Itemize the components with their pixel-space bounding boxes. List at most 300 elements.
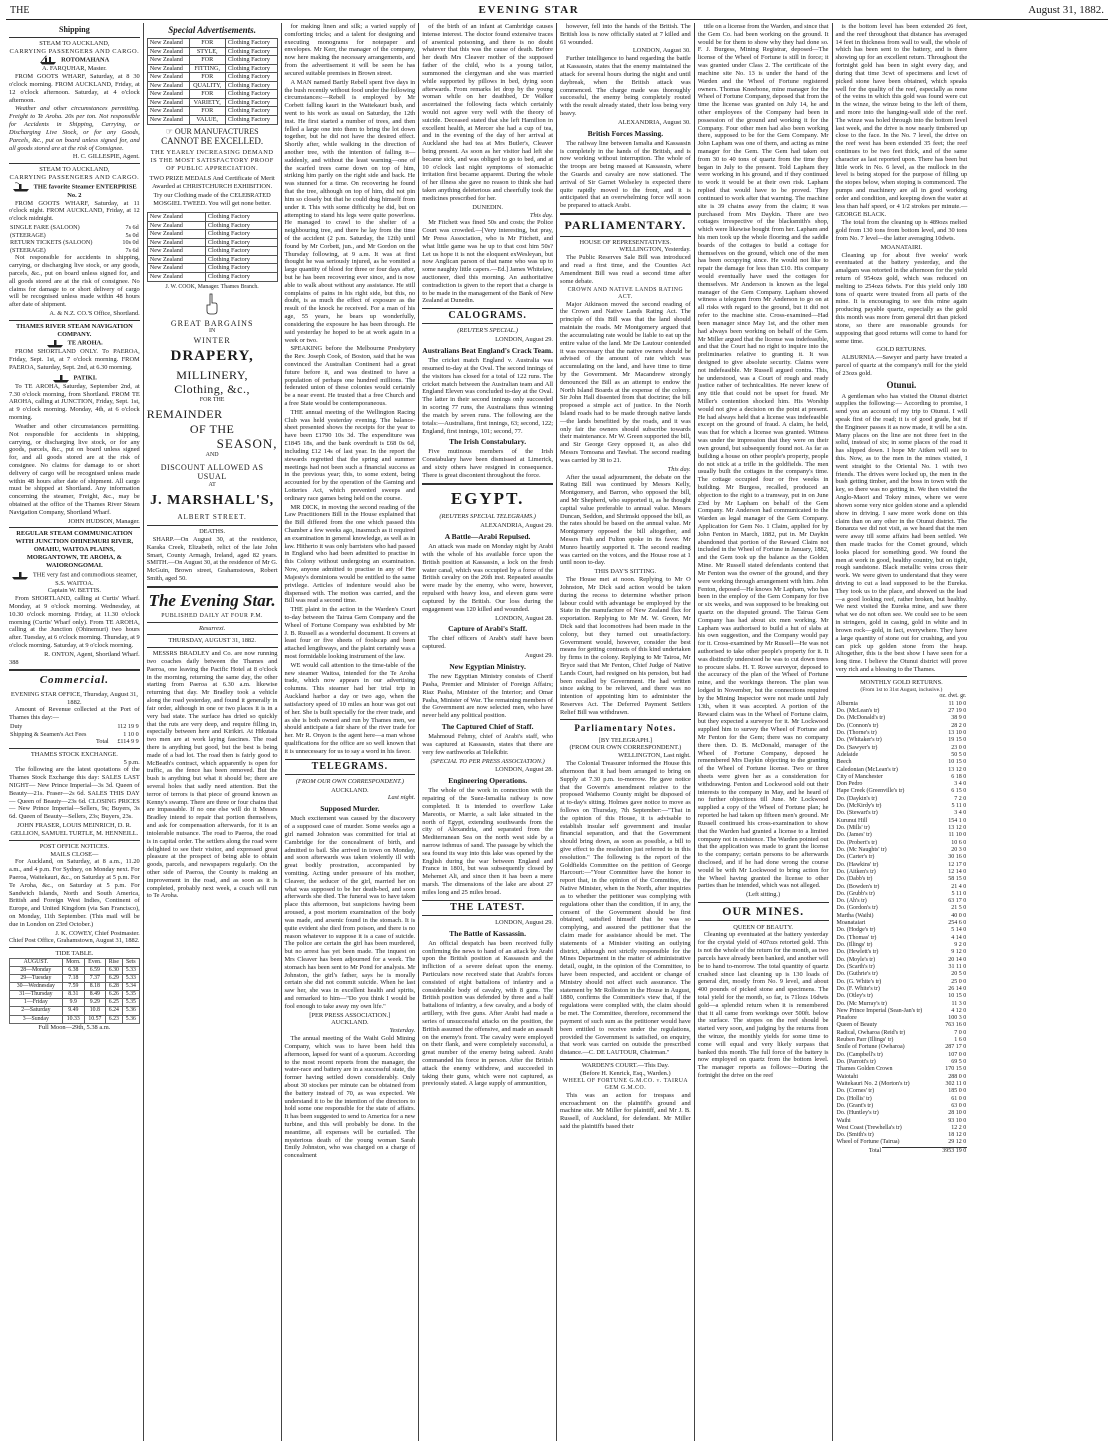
factory-row: New Zealand Clothing Factory: [147, 238, 277, 247]
gold-return-row: [836, 745, 968, 752]
thames-river-notice: Weather and other circumstances permitting. Not responsible for accidents in shipping, carrying, or discharging live stock, or for any goods, parcels, &c., put on board unless signed for, and all goods stored are at the risk of consignee. No claims for damage to or short delivery of cargo will be recognised unless made within 48 hours after date of shipment. All cargo must be shipped at Shortland. Any information concerning the steamer, Freight, &c., may be obtained at the office of the Thames River Steam Navigation Company, Shortland Wharf.: [9, 422, 140, 516]
gold-amount: 3 4 0: [954, 810, 967, 817]
factory-row: New Zealand STYLE, Clothing Factory: [147, 47, 277, 56]
revenue-row: Duty 112 19 9: [10, 723, 139, 731]
gold-amount: 254 6 0: [948, 920, 967, 927]
article-text: title on a license from the Warden, and since that the Gem Co. had been working on the ground. It would be for them to show why they had done so. F. J. Burgess, Mining Registrar, deposed—The license of the Wheel of Fortune is still in force; it was granted under Class 2. The certificate of the machine site No. 13 is under the hand of the Warden and the Wheel of Fortune registered owners. Thomas Kneebone, mine manager for the Wheel of Fortune Company, deposed that from the time the license was granted on July 14, he and other employees of the Company had been in possession of the ground and working it for the Company. Four other men had also been working there, supposed to be for the Gem Company. Mr John Lapham was one of them, and acting as mine manager for the Gem. The Gem had taken out from 30 to 40 tons of quartz from the time they began in July to the present. Told Lapham they were working in his ground, and if they continued to work it would be at their own risk. Lapham replied that would have to be proved. They continued to work after that warning. The machine site is 39 chains away from the claim; it was purchased from Mrs Daykin. There are two cottages irrespective of the blacksmith's shop, which were likewise bought from her. Lapham and his men took up the whole flooring and the saddle boards of the cottages to build a cottage for themselves on the ground, which one of the men has been occupying since. He would not like to repair the damage for less than £10. His company would eventually have used the cottages for themselves. Mr Anderson is known as the legal manager of the Gem Company. Lapham showed witness a telegram from Mr Anderson to go on at all risks with regard to the ground, but it did not refer to the machine site. Cross-examined—Had been manager since May 1st, and the other men had always been working on behalf of the Gem. Mr Miller argued that the license was indefeasible, and that the Court had no right to inquire into the preliminaries relative to granting it. It was designed to give absolute security. Claims were not indefeasible. Mr Russell argued contra. This, he understood, was a Court of rough and ready justice rather of technicalities. He never knew of any title that could not be upset for fraud. Mr Miller's contention shocked him. His Worship would not give a decision on the point at present. He had always held that a license was indefeasible except on the ground of fraud. A claim, he held, was that for which a license was granted. Witness was under the impression that they were on their own ground, but subsequently found not. As far as building a house on other people's property, people do not stick at a trifle in the goldfields. The men usually built the cottages in the company's time. The cottage occupied four or five weeks in building. Mr Burgess, recalled, produced an objection to the right to a tramway, put in on June 23rd by Mr Lapham on behalf of the Gem Company. Mr Anderson had communicated to the Warden as legal manager of the Gem Company. Application for Gem No. 1 Claim, applied for by John Fenton in March, 1882, put in. Mr Daykin abandoned that portion of the Reward Claim not included in the Wheel of Fortune in January, 1882, and the Gem took up the balance as the Golden Mine. Mr Russell stated defendants contend that Mr Fenton was the owner of the ground, and they were working through arrangement with him. John Fenton, deposed—He knows Mr Lapham, who has been in the employ of the Gem Company for five or six weeks, and was supposed to be breaking out quartz on the disputed ground. The Tairua Gem Company has had about six men working. Mr Lapham was authorised to build a hut of slabs at his own suggestion, and the Company would pay for it. Cross-examined by Mr Russell—He was not authorised to take other people's property for it. It was distinctly understood he was to cut down trees to procure slabs. H. T. Rowe surveyor, deposed to the accuracy of the plan of the Wheel of Fortune mine, and the workings thereon. The plan was lodged in November, but the connections required by the Mining Inspector were not made until July 13th, when it was accepted. A portion of the Reward claim was in the Wheel of Fortune claim, but they expected a surveyor for it. Mr Lockwood supplied him to survey the Wheel of Fortune and Mr Fenton for the Gem; there was no company there then. D. B. McDonald, manager of the Wheel of Fortune Company, deposed he remembered Mrs Daykin objecting to the granting of the Wheel of Fortune license. Two or three sheets were given her as a consideration for withdrawing. Fenton and Lockwood sold out their interests to the company in May, and he heard of no further objections till June. Mr Lockwood supplied a copy of the Wheel of Fortune plan; he reported he had taken up fifteen men's ground. Mr Russell continued his cross-examination to show that the Warden had granted a license to a limited company not in existence. The Warden pointed out that the application was made to grant the license to the company; certain persons to be afterwards disclosed, and if he had done wrong the course would be with Mr Lockwood to bring action for the Wheel having granted the license to other parties than he intended, which was not alleged.: [697, 23, 829, 890]
paper-title: The Evening Star.: [148, 590, 276, 610]
column-4: [419, 23, 557, 1441]
gold-return-row: [836, 1001, 968, 1008]
egypt-place: ALEXANDRIA, August 29.: [480, 522, 553, 530]
paper-date: THURSDAY, AUGUST 31, 1882.: [168, 637, 256, 645]
fare-row: (STEERAGE) 7s 6d: [10, 246, 139, 254]
gold-amount: 21 4 0: [951, 883, 967, 890]
steamship-icon: [12, 182, 30, 192]
mine-name: Do. (Cornes' tr): [836, 1088, 875, 1095]
factory-row: New Zealand Clothing Factory: [147, 264, 277, 273]
warden-text: This was an action for trespass and encroachment on the plaintiff's ground and machine site. Mr Miller for plaintiff, and Mr J. B. Russell, of Auckland, for defendant. Mr Miller said the plaintiffs based their: [560, 1091, 691, 1130]
mine-name: Thames Golden Crown: [836, 1066, 893, 1073]
gold-amount: 4 12 0: [951, 1007, 967, 1014]
notes-heading: Parliamentary Notes.: [574, 722, 677, 733]
editorial-text: MESSRS BRADLEY and Co. are now running two coaches daily between the Thames and Paeroa, one leaving the Pacific Hotel at 8 o'clock in the morning, returning the same day, the other starting from Paeroa at 6.30 a.m. likewise returning that day. Mr Bradley took a vehicle along the road yesterday, and found it generally in fair order, although in one or two places it is in a very bad state. The surface has dried so quickly that the ruts are very deep, and require filling in, especially between here and Kirikiri. At Hikutaia two men are at work laying fascines. The road there is anything but good, but the best is being made of a bad lot. The road then is fairly good to McBeath's contract, which apparently is open for traffic, as the fence has been removed. But the bush is anything but what it should be; there are several holes that sadly need attention. But the terror of terrors is that piece of ground known as Kenny's swamp. There are three or four chains that are impassable. If no one else will do it Messrs Bradley intend to repair that portion themselves, and ask for compensation afterwards, for it is an intolerable nuisance. The road to Paeroa, the road is in capital order. The settlers along the road were delighted to see their visitor, and expressed great pleasure at the prospect of being able to obtain goods, parcels, and newspapers regularly. On the other side of Paeroa, the County is making an improvement in the road, and as soon as it is completed, probably next week, a coach will run to Te Aroha.: [146, 650, 278, 900]
thames-river-heading: THAMES RIVER STEAM NAVIGATION COMPANY.: [15, 322, 133, 338]
moanataiari-heading: MOANATAIRI.: [880, 243, 923, 251]
telegram-text: Much excitement was caused by the discovery of a supposed case of murder. Some weeks ago a girl named Johnston was committed for trial at Cambridge for the concealment of birth, and admitted to bail. She arrived in town on Monday, and soon afterwards was taken violently ill with great bodily prostration, accompanied by vomiting. Acting under pressure of his mother, Cleaver, the seducer of the girl, married her on what was supposed to be her death-bed, and soon afterwards she died. The funeral was to have taken place this afternoon, but suspicions having been aroused, a post mortem examination of the body was made, and arsenic found in the stomach. It is quite evident she died from poison, and there is no reason whatever to suppose it is a case of suicide. The police are certain the girl has been murdered, but no arrest has yet been made. The inquest on Mrs Cleaver has been adjourned for a week. The stomach has been sent to Mr Pond for analysis. Mr Johnston, the girl's father, says he is morally certain she did not commit suicide. When he last saw her, she was in excellent health and spirits, and remarked to him—"Do you think I would be fool enough to take away my own life.": [284, 815, 416, 1010]
steamer-2-sub: CARRYING PASSENGERS AND CARGO.: [9, 173, 140, 181]
gold-amount: 11 10 0: [948, 700, 967, 707]
mine-name: Do. (Guthrie's tr): [836, 971, 878, 978]
gold-amount: 58 15 0: [948, 876, 967, 883]
gold-amount: 93 10 0: [948, 1117, 967, 1124]
gold-return-row: [836, 957, 968, 964]
egypt-sub-heading: Engineering Operations.: [448, 776, 527, 786]
gold-header-row: oz. dwt. gr.: [939, 693, 967, 700]
divider: [560, 1059, 691, 1060]
divider: [9, 163, 140, 164]
steamer-1-master: A. FARQUHAR, Master.: [42, 65, 107, 73]
egypt-sub-heading: Capture of Arabi's Staff.: [448, 624, 528, 634]
article-text: however, fell into the hands of the British. The British loss is now officially stated at 7 killed and 61 wounded.: [560, 23, 691, 46]
telegrams-place: AUCKLAND.: [331, 786, 369, 794]
mine-name: Do. (McKirdy's tr): [836, 803, 882, 810]
latest-text: An official despatch has been received fully confirming the news to hand of an attack by Arabi upon the British position at Kassassin and the infliction of a severe defeat upon the enemy. Particulars now received state that Arabi's forces consisted of eight battalions of infantry and a considerable body of cavalry, with 8 guns. The British position was defended by three and a half battalions of infantry, a few cavalry, and a body of artillery, with five guns. After Arabi had made a series of unsuccessful attacks on the position, the British assumed the offensive, and made an assault on the enemy's front. The cavalry were employed on their flank, and were completely successful, a great number of the enemy being sabred. Arabi commanded his force in person. After the British attack the enemy withdrew, and succeeded in taking their guns, which were not captured, as previously stated. A large supply of ammunition,: [422, 939, 553, 1088]
otunui-text: A gentleman who has visited the Otunui district supplies the following:— According to promise, I send you an account of my trip to Otunui. I will speak first of the road; it is of good grade, but if the Engineer passes it as now made, it will be a sin. Many places on the line are not three feet in the solid, instead of six; in some places of the road it has slipped down. I hope Mr Aitken will see to this. Now, as to the men in the mines visited, I went straight to the Oriental No. 1 with two friends. The drives were locked up, the men in the bush getting timber, and the boss in town with the key, so there was no getting in. We then visited the Anglo-Maori and Tokey mines, where we were shown some very nice golden stone and a splendid show in driving. I saw more work done on this claim than on any other in the Otunui district. The Bonanza we did not visit, as we heard that the men were away till some affairs had been settled. We then made tracks for the Comet ground, which looks placed for something good. We found the men at work in good, healthy country, but on tight, rough sandstone. Black metallic veins cross their work. We were given to understand that they were driving to cut a lead supposed to be the Eureka. They took us to the place, and showed us the lead—a good looking reef, rather broken, but healthy. We next visited the Eureka mine, and saw there what we do not often see. We could see to be seen in stringers, gold in casing, gold in white and in brown rock—gold, in fact, everywhere. They have a large quantity of stone out for crushing, and you can pick up golden stone from the heap. Altogether, this is the best show I have seen for a long time. I believe the Otunui district will prove very rich and a blessing to the Thames.: [835, 392, 968, 673]
mine-name: Adelaide: [836, 751, 859, 758]
mine-name: Do. (Scarth's tr): [836, 963, 875, 970]
commercial-text: Amount of Revenue collected at the Port of Thames this day:—: [9, 706, 140, 722]
gold-heading: GOLD RETURNS.: [876, 346, 927, 354]
tide-row: 31—Thursday 8.31 8.49 6.26 5.35: [10, 991, 140, 999]
sitting-text: The House met at noon. Replying to Mr O Johnston, Mr Dick said action would be taken during the recess to determine whether prison labour could with advantage be employed by the State in the manufacture of New Zealand flax for exportation. Replying to Mr M. W. Green, Mr Dick said that locomotives had been made in the colony, but they turned out unsatisfactory. Government would, however, consider the best means for getting contracts of this kind undertaken by firms in the colony. Replying to Mr Tairoa, Mr Bryce said that Mr Fenton, Chief Judge of Native Lands Court, had resigned on his pension, but had been recalled by Government. He had written since asking to be relieved, and there was no intention of appointing him to administer the Reserves Act. The Deferred Payment Settlers Relief Bill was withdrawn.: [560, 576, 691, 716]
gold-amount: 21 5 0: [951, 905, 967, 912]
tide-row: 30—Wednesday 7.59 8.18 6.28 5.34: [10, 983, 140, 991]
steamship-icon: [46, 338, 64, 348]
column-7: [833, 23, 971, 1441]
waitoa-captain: Captain W. BETTIS.: [47, 587, 101, 595]
egypt-place: LONDON, August 28.: [495, 614, 553, 622]
monthly-sub: (From 1st to 31st August, inclusive.): [860, 686, 943, 693]
mine-name: Do. (Ah's tr): [836, 898, 867, 905]
mine-name: Kurunui Hill: [836, 817, 868, 824]
gold-return-row: [836, 913, 968, 920]
factory-row: New Zealand QUALITY, Clothing Factory: [147, 81, 277, 90]
tide-row: 1—Friday 9.9 9.29 6.25 5.35: [10, 999, 140, 1007]
gold-return-row: [836, 1074, 968, 1081]
mine-name: City of Manchester: [836, 773, 883, 780]
mine-name: Do. (McLean's tr): [836, 708, 880, 715]
telegram-text: The annual meeting of the Waihi Gold Mining Company, which was to have been held this afternoon, lapsed for want of a quorum. According to the most recent reports from the manager, the water-race and battery are in a successful state, the former having settled down considerably. Only about 30 stockes per minute can be obtained from the battery instead of 70, as was expected. We understand it to be the intention of the directors to hold some one responsible for the state of affairs. It has been suggested to send to America for a new turbine, and this will probably be done. In the meantime, all expenses will be curtailed. The mysterious death of the young woman Sarah Emily Johnston, who was charged on a charge of concealment: [284, 1035, 416, 1160]
gold-amount: 18 12 0: [948, 1132, 967, 1139]
latest-sub-heading: The Battle of Kassassin.: [449, 928, 526, 938]
gold-total-row: Total 3953 19 0: [868, 1147, 967, 1154]
gold-amount: 13 12 0: [948, 825, 967, 832]
mine-name: Caledonian (McLean's tr): [836, 766, 898, 773]
gold-amount: 12 17 0: [948, 861, 967, 868]
tide-table: [9, 958, 140, 1024]
waitoa-schedule: From SHORTLAND, calling at Curtis' Wharf. Monday, at 9 o'clock morning. Wednesday, at 10.30 o'clock morning. Friday, at 11.30 o'clock morning (Curtis' Wharf only). From TE AROHA, calling at the Junction (Ohinemuri) two hours after. Tuesday, at 6 o'clock morning. Thursday, at 9 o'clock morning. Saturday, at 9 o'clock morning.: [9, 595, 140, 649]
gold-amount: 11 3 0: [951, 1000, 967, 1007]
marshall-ad: GREAT BARGAINS IN WINTER DRAPERY, MILLINERY, Clothing, &c., FOR THE REMAINDER OF THE SEASON, AND DISCOUNT ALLOWED AS USUAL AT J. MARSHALL'S, ALBERT STREET.: [146, 318, 278, 521]
gold-return-row: [836, 788, 968, 795]
gold-return-row: [836, 715, 968, 722]
divider: [560, 213, 691, 215]
gold-return-row: [836, 949, 968, 956]
telegrams-place: AUCKLAND.: [331, 1019, 369, 1027]
gold-amount: 19 15 0: [948, 737, 967, 744]
gold-amount: 26 14 0: [948, 985, 967, 992]
divider: [147, 647, 278, 648]
tide-row: 29—Tuesday 7.18 7.37 6.29 5.33: [10, 975, 140, 983]
medals-line: TWO PRIZE MEDALS And Certificate of Merit Awarded at CHRISTCHURCH EXHIBITION.: [149, 174, 275, 190]
exchange-time: 5 p.m.: [123, 758, 140, 766]
waitoa-ship: THE very fast and commodious steamer, S.S. WAITOA.: [9, 570, 140, 588]
egypt-sub-heading: The Captured Chief of Staff.: [441, 721, 534, 731]
factory-row: New Zealand VALUE, Clothing Factory: [147, 116, 277, 125]
column-3: [282, 23, 420, 1441]
tide-header-row: AUGUST. Morn. Even. Rise Sets: [10, 959, 140, 967]
queen-text: Cleaning up eventuated at the battery yesterday for the crystal yield of 407ozs retorted gold. This is not the whole of the return for the month, as two parcels have already been banked, and another will be to hand to-morrow. The total quantity of quartz crushed since last cleaning up is 130 loads of general dirt, mostly from No. 9 level, and about 400 pounds of picked stone and specimens. The total yield for the month, so far, is 71lozs 16dwts gold—a splendid return when it is remembered that it all came from workings over 500ft. below the surface. The stopes on the reef should be started very soon, and judging by the returns from the winze, the monthly yields for some time to come will equal and very likely surpass that banked this month. The full force of the battery is now employed on quartz from the bottom level. The manager reports as follows:—During the fortnight the drive on the reef: [697, 931, 829, 1080]
regular-steam-heading: REGULAR STEAM COMMUNICATION WITH JUNCTION OHINEMURI RIVER, OMAHU, WAITOA PLAINS, MORGANTOWN, TE AROHA, & WAIORONGOMAI.: [15, 530, 134, 569]
gold-amount: 10 15 0: [948, 759, 967, 766]
thames-river-agent: JOHN HUDSON, Manager.: [68, 517, 140, 525]
tide-foot: Full Moon—29th, 5.38 a.m.: [38, 1023, 111, 1031]
divider: [147, 586, 278, 588]
article-text: MR DICK, in moving the second reading of the Law Practitioners Bill in the House explained that the Bill differed from the one which passed this Chamber a few weeks ago, inasmuch as it required an examination in general knowledge, as well as in law. Hitherto it was only barristers who had passed in England who had been admitted to practise in this Colony without undergoing an examination. Now, anyone admitted to practise in any of Her Majesty's dominions would be entitled to the same privilege. Articles of indenture would also be dispensed with. The motion was carried, and the Bill was read a second time.: [284, 503, 416, 605]
patiki-schedule: To TE AROHA, Saturday, September 2nd, at 7.30 o'clock morning, from Shortland. FROM TE AROHA, calling at JUNCTION, Friday, Sept. 1st, at 9 o'clock morning. Monday, 4th, at 6 o'clock morning.: [9, 382, 140, 422]
gold-return-row: [836, 723, 968, 730]
steamship-icon: [39, 55, 57, 65]
patiki-ship: PATIKI.: [9, 373, 140, 383]
ad-season: SEASON,: [216, 436, 278, 452]
factory-row: New Zealand FOR Clothing Factory: [147, 73, 277, 82]
column-2: [144, 23, 282, 1441]
dunedin-text: Mr Fitchett was fined 50s and costs; the Police Court was crowded.—[Very interesting, but pray, Mr Press Association, who is Mr Fitchett, and what little game was he up to that cost him 50s? Let us hope it is not the eloquent exWesleyan, but now Anglican parson of that name who was up to some naughty little capers.—Ed.] James Whitelaw, auctioneer, died this morning. An authoritative contradiction is given to the report that a charge is to be made in the management of the Bank of New Zealand at Dunedin.: [422, 219, 553, 305]
gold-amount: 40 0 0: [951, 912, 967, 919]
divider: [836, 676, 968, 677]
gold-amount: 27 19 0: [948, 708, 967, 715]
gold-return-row: [836, 752, 968, 759]
divider: [560, 236, 691, 237]
mine-name: Wheel of Fortune (Tairua): [836, 1139, 900, 1146]
egypt-sub-heading: A Battle—Arabi Repulsed.: [444, 532, 531, 542]
post-text: For Auckland, on Saturday, at 8 a.m., 11.20 a.m., and 4 p.m. For Sydney, on Monday next. For Paeroa, Waitekauri, &c., on Saturday at 5 p.m. For Te Aroha, &c., on Saturday at 5 p.m. For Sandwich Islands, North and South America, British and Foreign West Indies, Continent of Europe, and United Kingdom (via San Francisco), on Monday, 11th September. (This mail will be due in London on 23rd October.): [9, 858, 140, 928]
egypt-heading: EGYPT.: [450, 488, 525, 508]
dunedin-heading: DUNEDIN.: [472, 203, 503, 211]
gold-return-row: [836, 1066, 968, 1073]
mine-name: Do. (Dabb's tr): [836, 876, 873, 883]
parliamentary-time: This day.: [667, 465, 691, 473]
article-text: of the birth of an infant at Cambridge causes intense interest. The doctor found extensive traces of arsenical poisoning, and there is no doubt whatever that this was the cause of death. Before her death Mrs Cleaver mother of the supposed father of the child, who is a young tailor, summoned the clergyman and she was married while supported by pillows in bed, dying soon afterwards. From remarks let drop by the young woman while on her deathbed, Dr Walker ascertained the following facts which certainly would not agree very well with the theory of suicide. Deceased stated that she left Hamilton in excellent health, at Mercer she had a cup of tea, and in the evening of the day of her arrival at Auckland she had tea at Mrs Butler's, Cleaver being present. As soon as her visitor had left she became sick, and was obliged to go to bed, and at 10 o'clock last night symptoms of stomachic irritation first became apparent. During the whole of her illness she gave no reason to think she had taken anything deleterious and cheerfully took the medicines prescribed for her.: [422, 23, 553, 202]
gold-amount: 23 0 0: [951, 744, 967, 751]
gold-return-row: [836, 905, 968, 912]
calogram-text: The cricket match England v. Australia was resumed to-day at the Oval. The second innings of the visitors has closed for a total of 122 runs. The cricket match between the Australian team and All England Eleven was concluded to-day at the Oval. The latter in their second innings only succeeded in scoring 77 runs, the Australians thus winning the match by seven runs. The following are the totals:—Australians, first innings, 63; second, 122; England, first innings, 101; second, 77.: [422, 357, 553, 435]
gold-return-row: [836, 971, 968, 978]
gold-return-row: [836, 818, 968, 825]
egypt-sub-heading: New Egyptian Ministry.: [449, 661, 526, 671]
factory-row: New Zealand Clothing Factory: [147, 272, 277, 281]
steamer-1-sub: CARRYING PASSENGERS AND CARGO.: [9, 47, 140, 55]
mine-name: West Coast (Trewhella's tr): [836, 1124, 902, 1131]
calograms-heading: CALOGRAMS.: [422, 308, 553, 324]
pointing-hand-icon: [204, 293, 220, 315]
gold-return-row: [836, 810, 968, 817]
gold-total-table: [836, 1147, 968, 1155]
commercial-sub: EVENING STAR OFFICE, Thursday, August 31, 1882.: [10, 690, 138, 706]
mine-name: Do. (Hodge's tr): [836, 927, 876, 934]
otunui-heading: Otunui.: [886, 379, 917, 390]
te-aroha-schedule: FROM SHORTLAND ONLY. To PAEROA, Friday, Sept. 1st, at 7 o'clock morning. FROM PAEROA, Saturday, Sept. 2nd, at 6.30 morning.: [9, 348, 140, 371]
mine-name: Do. (Hawkins' tr): [836, 861, 879, 868]
steamer-1-schedule: FROM GOOTS WHARF, Saturday, at 8 30 o'clock morning. FROM AUCKLAND, Friday, at 12 o'clock afternoon. Saturday, at 4 o'clock afternoon.: [9, 73, 140, 104]
factory-row: New Zealand FITTING, Clothing Factory: [147, 64, 277, 73]
place-line: LONDON, August 30.: [632, 47, 691, 55]
egypt-assoc: (SPECIAL TO PER PRESS ASSOCIATION.): [430, 757, 545, 765]
gold-return-row: [836, 1030, 968, 1037]
article-text: SPEAKING before the Melbourne Presbytery the Rev. Joseph Cook, of Boston, said that he was convinced the Australian Continent had a great future before it, and was destined to have a population of perhaps one hundred millions. The federated union of these colonies would certainly be a near event. He trusted that a free Church and a free State would be contemporaneous.: [284, 345, 416, 407]
steamer-2-ship: [9, 182, 140, 200]
divider: [9, 669, 140, 671]
parliamentary-sub2: CROWN AND NATIVE LANDS RATING ACT.: [567, 286, 684, 300]
egypt-text: The new Egyptian Ministry consists of Cherif Pasha, Premier and Minister of Foreign Affairs; Riaz Pasha, Minister of the Interior; and Omar Pasha, Minister of War. The remaining members of the Government are now selected men, who have never held any political position.: [422, 673, 554, 720]
egypt-sub: (REUTERS SPECIAL TELEGRAMS.): [439, 513, 536, 521]
mine-name: Do. (Stewart's tr): [836, 810, 878, 817]
calogram-heading: Australians Beat England's Crack Team.: [422, 346, 553, 356]
telegram-heading: Supposed Murder.: [320, 804, 380, 814]
gold-amount: 9 2 0: [954, 942, 967, 949]
gold-amount: 29 12 0: [948, 1139, 967, 1146]
mine-name: Do. (Probert's tr): [836, 839, 878, 846]
mine-name: Do. (Illings' tr): [836, 942, 873, 949]
fare-row: RETURN TICKETS (SALOON) 10s 0d: [10, 239, 139, 247]
fares-table: [9, 224, 140, 254]
gold-return-row: [836, 796, 968, 803]
mine-name: Do. (Hollis' tr): [836, 1095, 872, 1102]
gold-amount: 13 10 0: [948, 729, 967, 736]
manufactures-line: ☞ OUR MANUFACTURES: [165, 126, 259, 136]
mine-name: Do. (Carter's tr): [836, 854, 875, 861]
steamship-icon: [11, 570, 29, 580]
gold-amount: 63 17 0: [948, 898, 967, 905]
article-text: Further intelligence to hand regarding the battle at Kassassin, states that the enemy maintained the attack for several hours during the night and until daybreak, when the British attack was commenced. The charge made was thoroughly successful, the enemy being completely routed with the result already stated, their loss being very heavy.: [560, 55, 691, 117]
place-line: ALEXANDRIA, August 30.: [617, 118, 691, 126]
gold-amount: 287 17 0: [945, 1044, 967, 1051]
tweed-line: Try our Clothing made of the CELEBRATED MOSGIEL TWEED. You will get none better.: [153, 192, 271, 208]
mine-name: Moanataiari: [836, 920, 866, 927]
gold-amount: 7 2 0: [954, 795, 967, 802]
fare-row: (STEERAGE) 5s 0d: [10, 231, 139, 239]
article-text: is the bottom level has been extended 26 feet, and the reef throughout that distance has averaged 14 feet in thickness from wall to wall, the whole of which has been sent to the battery, and is there showing up for an excellent return. Throughout the fortnight gold has been in sight every day, and during that time 3cwt of specimens and lcwt of picked stone have been obtained, which speaks well for the quality of the reef, especially as none of the veins in which this gold was found were cut in the winze, the winze being to the left of them, and more into the hanging-wall side of the reef. The winze was holed through into the bottom level last week, and the drive is now nearly timbered up close to the face. In the No. 7 level, the drive on the reef west has been extended 35 feet; the reef continues to be two feet thick, and of the same character as last reported upon. There has been but little work in No. 6 level, as the mullock in the level is being stoped for the purpose of filling up the stopes below, when stoping is commenced. The pumps and machinery are all in good working order and condition, and keeping down the water at less than half speed, or 4 1/2 strokes per minute.—GEORGE BLACK.: [835, 23, 968, 218]
notes-text: The Colonial Treasurer informed the House this afternoon that it had been arranged to bring on Supply at 7.30 p.m. to-morrow. He gave notice that the Govern's amendment relative to the proposed Waihemo County might be disposed of at to-day's sitting. Holmes gave notice to move as follows on Thursday, 7th September:—"That in the opinion of this House, it is advisable to establish insular self government and insular financial separation, and that the Government should bring down, as soon as possible, a bill to give effect to the resolution just referred to in this resolution." The following is the report of the Goldfields Committee on the petition of George Harcourt:—"Your Committee have the honor to report that, in the opinion of the Committee, the Native Minister, when in the North, after inquiries as to whether the petitioner was complying with regulations other than the condition, if in any, the consent of the Government should be first obtained, satisfied himself that he was so complying, and assured the petitioner that the claim made for assistance should be met. The statements of a Minister visiting an outlying district, although not strictly responsible for the Mines Department in the matter of administrative detail, ought, in the opinion of the Committee, to have been respected, and accident or change of Ministry should not affect such assurance. The statement by Mr Rolleston in the House in August, 1880, confirms the Committee's view that, if the regulations were complied with, the claim should be met. The Committee, therefore, recommend the payment of such sum as the petitioner would have been entitled to receive under the regulations, provided the Government is satisfied, on enquiry, that work was carried on outside the prescribed distance.—C. DE LAUTOUR, Chairman.": [560, 760, 691, 1057]
mine-name: Do. (Daykin's tr): [836, 795, 878, 802]
gold-return-row: [836, 774, 968, 781]
gold-amount: 12 2 0: [951, 1124, 967, 1131]
calogram-text: Five mutinous members of the Irish Constabulary have been dismissed at Limerick, and sixty others have resigned in consequence. There is great discontent throughout the force.: [422, 448, 553, 479]
divider: [9, 320, 140, 321]
mine-name: Do. (Huntley's tr): [836, 1110, 879, 1117]
mine-name: Reuben Parr (Illings' tr): [836, 1037, 894, 1044]
gold-amount: 20 3 0: [951, 846, 967, 853]
mine-name: New Prince Imperial (Sean-Jan's tr): [836, 1007, 923, 1014]
mine-name: Do. (Grant's tr): [836, 1102, 874, 1109]
factory-row: New Zealand Clothing Factory: [147, 255, 277, 264]
telegrams-heading: TELEGRAMS.: [285, 759, 416, 775]
monthly-heading: MONTHLY GOLD RETURNS.: [860, 678, 943, 686]
ad-drapery: DRAPERY,: [170, 348, 254, 365]
masthead-left: THE: [10, 5, 30, 16]
egypt-place: LONDON, August 28.: [495, 766, 553, 774]
gold-return-row: [836, 1044, 968, 1051]
steamship-icon: [52, 373, 70, 383]
mine-name: Don Pedro: [836, 781, 863, 788]
commercial-heading: Commercial.: [39, 674, 110, 687]
masthead: [6, 4, 1108, 20]
deaths-heading: DEATHS.: [199, 528, 226, 536]
column-1: [6, 23, 144, 1441]
steamer-1-heading: STEAM TO AUCKLAND,: [39, 39, 110, 47]
mine-name: Do. (Moyle's tr): [836, 956, 876, 963]
tide-row: 28—Monday 6.38 6.59 6.30 5.33: [10, 967, 140, 975]
exchange-heading: THAMES STOCK EXCHANGE.: [30, 750, 118, 758]
gold-amount: 63 0 0: [951, 1102, 967, 1109]
steamer-2-heading: STEAM TO AUCKLAND,: [39, 166, 110, 174]
tide-row: 2—Saturday 9.49 10.8 6.24 5.36: [10, 1007, 140, 1015]
mine-name: Waitekauri No. 2 (Morton's tr): [836, 1080, 910, 1087]
egypt-text: The whole of the work in connection with the repairing of the Suez-Ismailia railway is now completed. It is intended to overflow Lake Mareotis, or Marrie, a salt lake situated in the north of Egypt, extending southwards from the city of Alexandria, and separated from the Mediterranean Sea on the north west side by a narrow isthmus of sand. The passage by which the sea found its way into this lake was opened by the English during the war between England and France in 1801, but was subsequently closed by Mehemet Ali, and since then it has been a mere marsh. The dimensions of the lake are about 27 miles long and 25 miles broad.: [422, 787, 553, 896]
gold-amount: 12 14 0: [948, 868, 967, 875]
gold-amount: 9 12 0: [951, 949, 967, 956]
ad-remainder: REMAINDER: [146, 407, 223, 422]
divider: [9, 748, 140, 749]
mine-name: Beech: [836, 759, 852, 766]
ad-marshall: J. MARSHALL'S,: [150, 493, 275, 509]
gold-amount: 31 11 0: [948, 963, 967, 970]
notes-sub: [BY TELEGRAPH.]: [598, 736, 652, 744]
mine-name: Do. (Mills' tr): [836, 825, 870, 832]
divider: [560, 719, 691, 720]
parliamentary-text: After the usual adjournment, the debate on the Rating Bill was continued by Messrs Kelly, Montgomery, and Barron, who opposed the bill, and Mr Shepherd, who supported it, as he thought capital value preferable to annual value. Messrs Duncan, Seddon, and Shrimski opposed the bill, as the rates should be based on the annual value. Mr Montgomery opposed the bill altogether, and Messrs Fish and Fulton spoke in its favor. Mr Munro heartily supported it. The second reading was carried on the voices, and the House rose at 1 until noon to-day.: [560, 473, 691, 567]
factory-ad-table-2: [147, 212, 278, 282]
parliamentary-text: Major Atkinson moved the second reading of the Crown and Native Lands Rating Act. The principle of this Bill was that the land should maintain the roads. Mr Montgomery argued that the accumulating rate would be liable to eat up the entire value of the land. Mr De Lautour contended it was necessary that the native owners should be advised of the amount of rate which was accumulating on the land, and have time to time by the Government. Mr Macandrew strongly denounced the Bill as an attempt to endow the North Island Boards at the expense of the colony. Sir John Hall dissented from that doctrine; the bill proposed a simple act of justice. In the North Island roads had to be made through native lands—the lands benefitted by the roads, and it was only fair the owners should subscribe towards their maintenance. Mr W. Green supported the bill, and Sir George Grey opposed it, as also did Messrs Tomoana and Tawhai. The second reading was carried by 38 to 21.: [560, 300, 691, 464]
divider: [9, 527, 140, 528]
mine-name: Radical, Owharoa (Reid's tr): [836, 1029, 906, 1036]
gold-return-row: [836, 832, 968, 839]
divider: [9, 840, 140, 841]
parliamentary-sub: HOUSE OF REPRESENTATIVES.: [579, 238, 672, 246]
factory-row: New Zealand Clothing Factory: [147, 213, 277, 222]
gold-return-row: [836, 1088, 968, 1095]
post-sign: J. K. COWEY, Chief Postmaster.: [55, 929, 140, 937]
mine-name: Do. (Hewlett's tr): [836, 949, 879, 956]
waitoa-agent: R. ONTON, Agent, Shortland Wharf.: [44, 650, 140, 658]
gold-return-row: [836, 862, 968, 869]
divider: [9, 947, 140, 948]
gold-amount: 38 9 0: [951, 715, 967, 722]
revenue-row: Total £114 9 9: [96, 738, 139, 746]
mine-name: Do. (James' tr): [836, 832, 872, 839]
gold-amount: 170 15 0: [945, 1066, 967, 1073]
egypt-text: The chief officers of Arabi's staff have been captured.: [422, 635, 553, 651]
gold-amount: 13 12 0: [948, 766, 967, 773]
ad-great-bargains: GREAT BARGAINS: [170, 318, 254, 328]
masthead-date: August 31, 1882.: [1028, 4, 1104, 16]
ad-millinery: MILLINERY,: [176, 367, 249, 382]
column-6: [695, 23, 833, 1441]
gold-amount: 61 0 0: [951, 1095, 967, 1102]
left-sitting: (Left sitting.): [746, 891, 781, 899]
steamer-2-schedule: FROM GOOTS WHARF, Saturday, at 11 o'clock night. FROM AUCKLAND, Friday, at 12 o'clock midnight.: [9, 199, 140, 223]
gold-amount: 1 6 0: [954, 1037, 967, 1044]
gold-return-row: [836, 1052, 968, 1059]
egypt-place: August 29.: [524, 652, 553, 660]
gold-amount: 288 0 0: [948, 1073, 967, 1080]
gold-amount: 7 0 0: [954, 1029, 967, 1036]
egypt-text: Mahmoud Fehmy, chief of Arabi's staff, who was captured at Kassassin, states that there are very few earthworks at Telelkibir.: [422, 733, 553, 756]
gold-amount: 154 1 0: [948, 817, 967, 824]
mine-name: Do. (F. White's tr): [836, 985, 880, 992]
mine-name: Do. (Whitaker's tr): [836, 737, 882, 744]
factory-row: New Zealand FOR Clothing Factory: [147, 56, 277, 65]
article-text: The total from the cleaning up is 489ozs melted gold from 130 tons from bottom level, and 30 tons from No. 7 level—the latter averaging 10dwts.: [835, 219, 968, 242]
pointing-hand-icon: ☞: [165, 126, 173, 136]
gold-return-row: [836, 854, 968, 861]
gold-amount: 10 6 0: [951, 839, 967, 846]
mines-heading: OUR MINES.: [698, 902, 829, 921]
gold-return-row: [836, 927, 968, 934]
cannot-excelled: CANNOT BE EXCELLED.: [161, 136, 264, 147]
columns: [6, 23, 1108, 1441]
article-text: WE would call attention to the time-table of the new steamer Waitoa, intended for the Te Aroha trade, which now appears in our advertising columns. This steamer had her trial trip in Auckland harbor a day or two ago, when the satisfactory speed of 10 miles an hour was got out of her. She is built specially for the river trade, and as she is both owned and run by Thames men, we should anticipate a fair share of the river trade for her. Mr R. Onyon is the agent here—a man whose qualifications for the office are so well known that it is unnecessary for us to say a word in his favor.: [284, 661, 416, 755]
warden-case: WHEEL OF FORTUNE G.M.CO. v. TAIRUA GEM G.M.CO.: [562, 1077, 689, 1091]
gold-amount: 28 10 0: [948, 1110, 967, 1117]
article-sub-heading: British Forces Massing.: [587, 128, 664, 138]
gold-amount: 20 14 0: [948, 956, 967, 963]
warden-heading: WARDEN'S COURT.—This Day.: [581, 1061, 669, 1069]
gold-amount: 302 11 0: [945, 1080, 967, 1087]
telegrams-time: Yesterday.: [389, 1027, 416, 1035]
mine-name: Do. (Parrott's tr): [836, 1059, 876, 1066]
gold-amount: 5 14 0: [951, 927, 967, 934]
gold-return-row: [836, 840, 968, 847]
deaths-text: SHARP.—On August 30, at the residence, Karaka Creek, Elizabeth, relict of the late John Smart, County Armagh, Ireland, aged 82 years. SMITH.—On August 30, at the residence of Mr G. McGuin, Brown street, Grahamstown, Robert Smith, aged 50.: [146, 535, 278, 582]
gold-amount: 4 14 0: [951, 934, 967, 941]
divider: [422, 483, 553, 485]
paper-sub: PUBLISHED DAILY AT FOUR P.M.: [161, 612, 263, 619]
article-text: The railway line between Ismalia and Kassassin is completely in the hands of the British, and is now working without interruption. The whole of the troops are being massed at Kassassin, where the Guards and cavalry are now stationed. The arrival of Sir Garnet Wolseley is expected there quite rapidly moved to the front, and it is anticipated that an overwhelming force will soon be prepared to attack Arabi.: [560, 139, 691, 210]
gold-return-row: [836, 884, 968, 891]
gold-return-row: [836, 876, 968, 883]
gold-return-row: [836, 1096, 968, 1103]
calograms-place: LONDON, August 29.: [495, 336, 553, 344]
gold-amount: 5 11 0: [951, 803, 967, 810]
parliamentary-heading: PARLIAMENTARY.: [564, 218, 687, 233]
gold-return-row: [836, 701, 968, 708]
mine-name: Waihi: [836, 1117, 851, 1124]
article-text: A MAN named Bartly Rebell spent five days in the bush recently without food under the following circumstances:—Rebell is employed by Mr Corbett falling kauri in the Waitekauri bush, and went to his work as usual on Saturday, the 12th inst. He first started a number of trees, and then felled a large one into them to bring the lot down together, but he did not have the desired effect. Shortly after, while walking in the direction of another tree, with the intention of falling it—suddenly, and without the least warning—one of the scarfed trees came down on top of him, striking him partly on the right side and back. He was stunned for a time. On recovering he found that the tree, although on top of him, did not pin him so closely but that he could drag himself from under it. This with some difficulty he did, but on attempting to stand his legs were quite powerless. He managed to crawl to the shelter of a neighbouring tree, and there he lay from the time of the accident (2 p.m. Saturday, the 12th) until found by Mr Corbett, jun., and Mr Gordon on the Thursday following, at 9 a.m. It was at first thought he was seriously injured, as he vomited a large quantity of blood for three or four days after, but he has been recovering ever since, and is now able to walk about without any assistance. He still complains of pains in his right side, but this, no doubt, is as much the effect of exposure as the result of the knock he received. For a man of his age, 55 years, he bears up wonderfully, considering the exposure he has been through. He said yesterday he hoped to be at work again in a week or two.: [284, 78, 416, 344]
tide-row: 3—Sunday 10.33 10.57 6.23 5.36: [10, 1015, 140, 1023]
mine-name: Do. (Gordon's tr): [836, 905, 878, 912]
article-text: THE plaint in the action in the Warden's Court to-day between the Tairua Gem Company and the Wheel of Fortune Company was exhibited by Mr J. B. Russell as a wonderful document. It covers at least four or five sheets of foolscap and been attached lengthways, and the plaint certainly was a most formidable looking instrument of the law.: [284, 606, 416, 660]
mine-name: Alburnia: [836, 700, 858, 707]
divider: [147, 525, 278, 526]
latest-heading: THE LATEST.: [422, 900, 553, 916]
notes-place: WELLINGTON, Last night.: [618, 752, 691, 760]
calogram-heading: The Irish Constabulary.: [449, 437, 527, 447]
factory-ad-table: [147, 38, 278, 125]
mine-name: Smile of Fortune (Owharoa): [836, 1044, 905, 1051]
gold-return-row: [836, 1118, 968, 1125]
mine-name: Do. (Smith's tr): [836, 1132, 874, 1139]
gold-amount: 100 3 0: [948, 1015, 967, 1022]
